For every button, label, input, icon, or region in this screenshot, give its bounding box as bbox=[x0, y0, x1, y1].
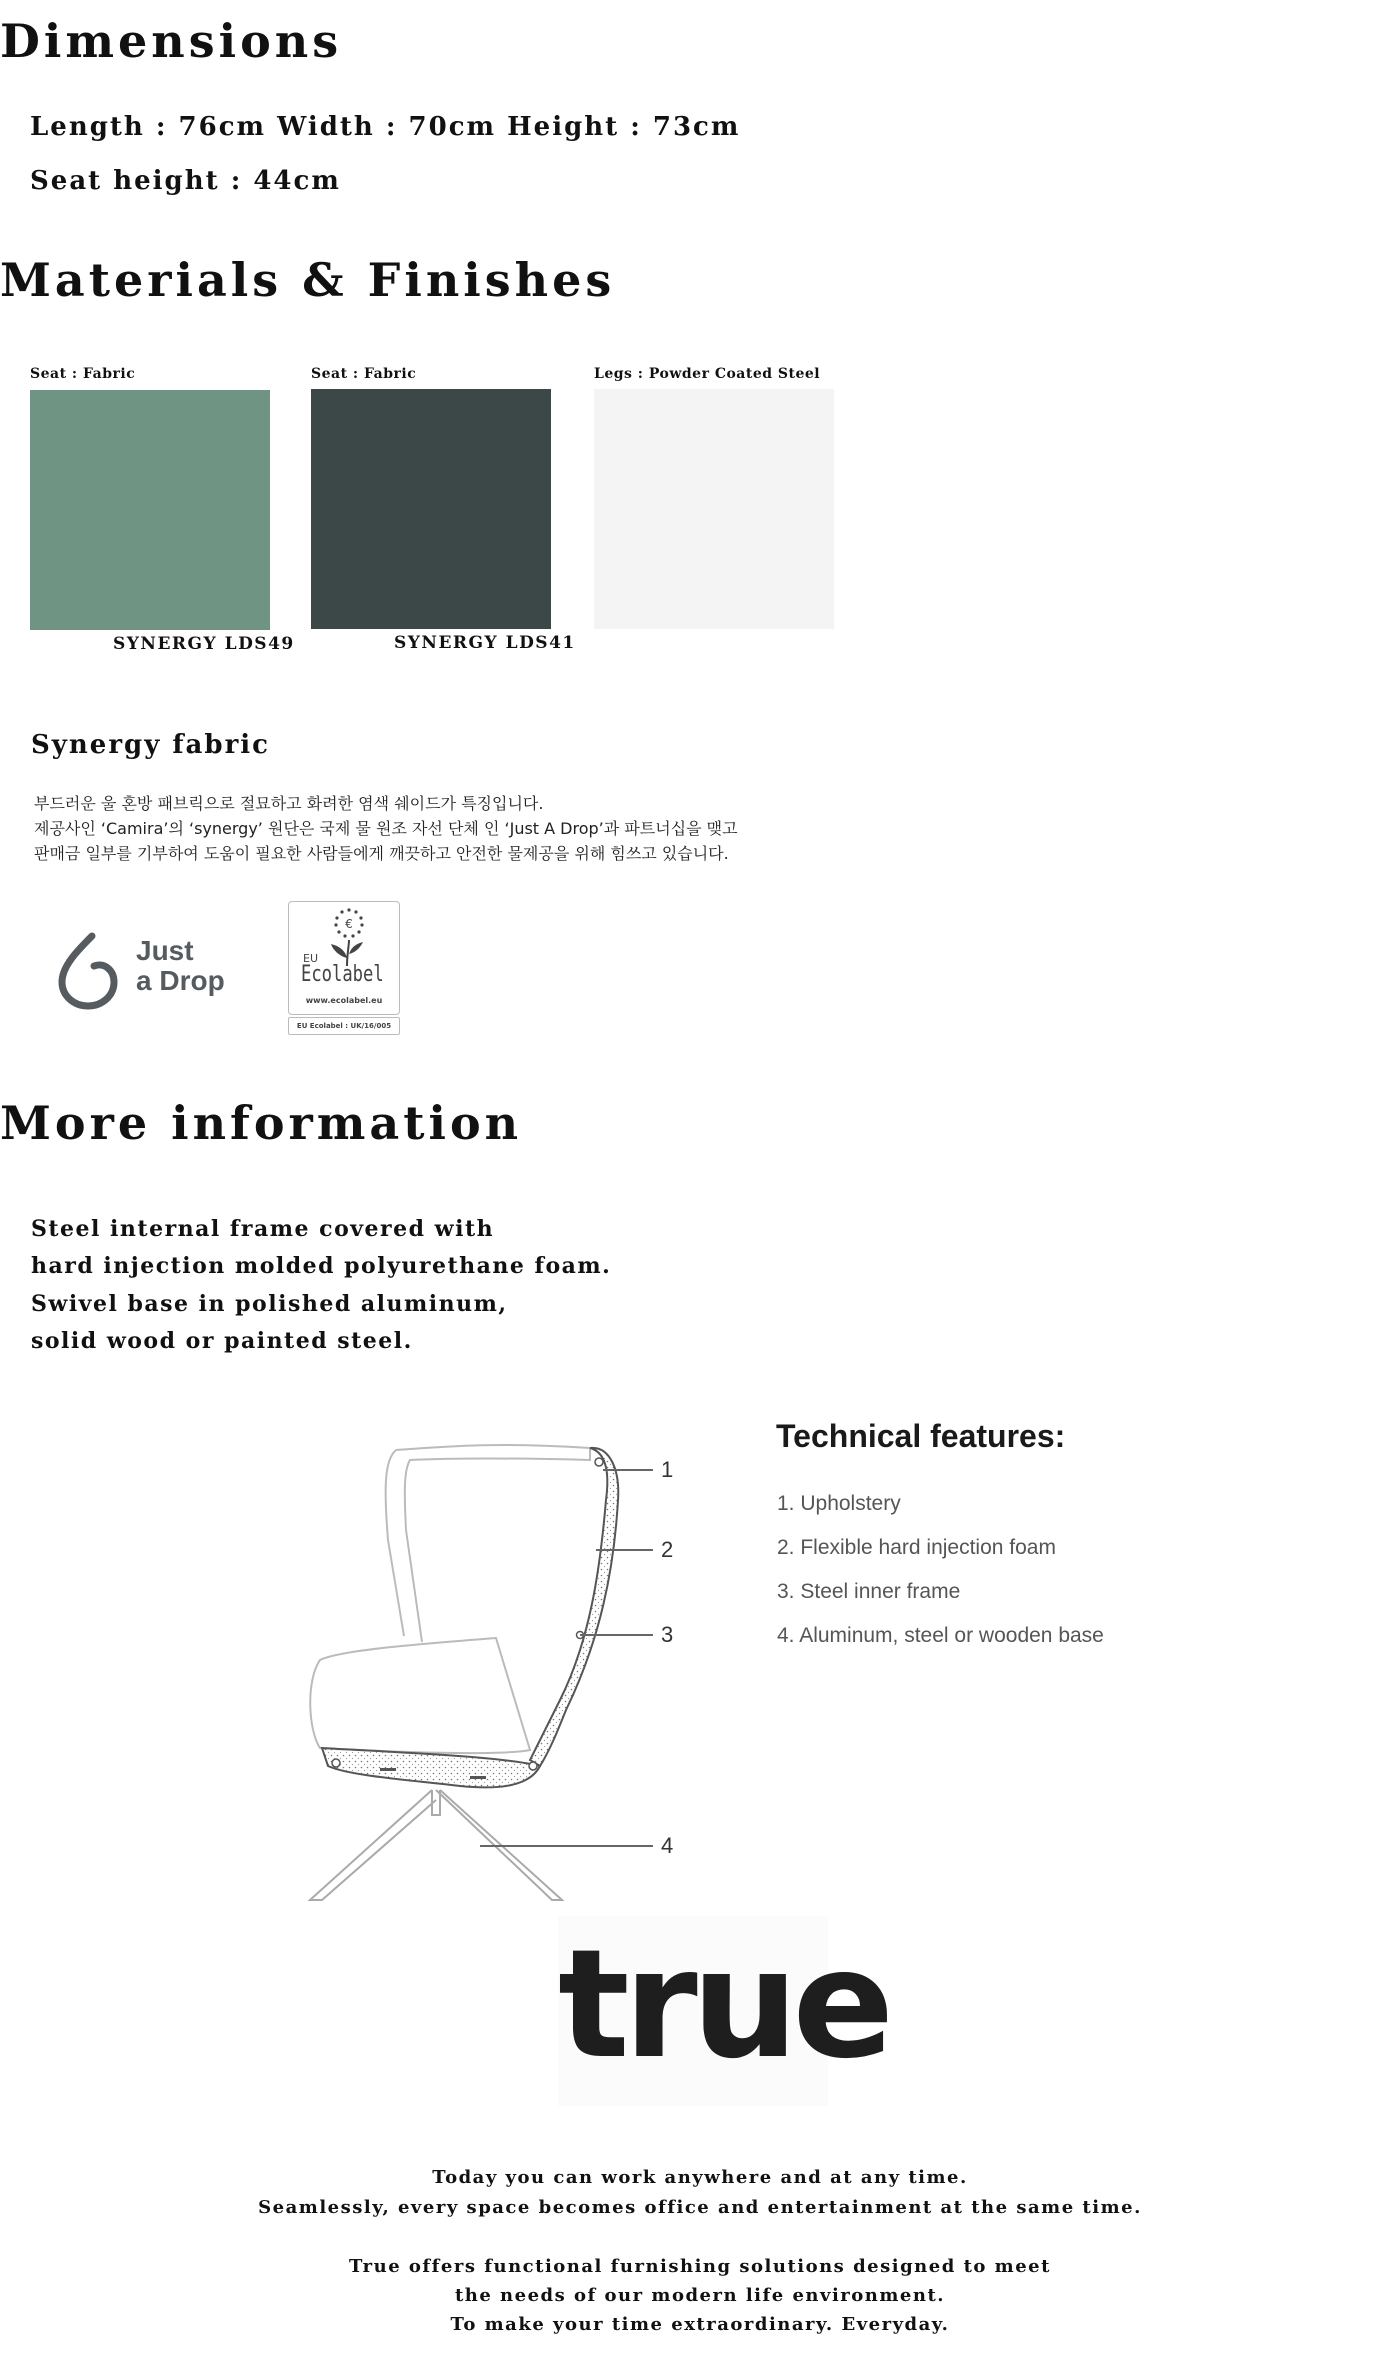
eu-ecolabel-logo bbox=[288, 901, 400, 1035]
tagline-line-3: True offers functional furnishing solutions designed to meet bbox=[349, 2256, 1051, 2277]
swatch-3-label: Legs : Powder Coated Steel bbox=[594, 366, 821, 382]
fabric-description-line-1: 부드러운 울 혼방 패브릭으로 절묘하고 화려한 염색 쉐이드가 특징입니다. bbox=[34, 794, 544, 813]
callout-2: 2 bbox=[661, 1537, 674, 1562]
swatch-synergy-lds49 bbox=[30, 390, 270, 630]
fabric-description-line-3: 판매금 일부를 기부하여 도움이 필요한 사람들에게 깨끗하고 안전한 물제공을 위해 힘쓰고 있습니다. bbox=[34, 844, 729, 863]
more-info-line-4: solid wood or painted steel. bbox=[31, 1328, 413, 1354]
more-information-heading: More information bbox=[0, 1096, 523, 1150]
ecolabel-code: EU Ecolabel : UK/16/005 bbox=[288, 1017, 400, 1035]
callout-3: 3 bbox=[661, 1622, 674, 1647]
swatch-2-label: Seat : Fabric bbox=[311, 366, 417, 382]
dimensions-size-line: Length : 76cm Width : 70cm Height : 73cm bbox=[30, 112, 741, 142]
fabric-description-line-2: 제공사인 ‘Camira’의 ‘synergy’ 원단은 국제 물 원조 자선 단체 인 ‘Just A Drop’과 파트너십을 맺고 bbox=[34, 819, 738, 838]
chair-cross-section-diagram bbox=[300, 1430, 700, 1910]
materials-heading: Materials & Finishes bbox=[0, 253, 616, 307]
svg-text:€: € bbox=[345, 917, 353, 931]
just-a-drop-line-1: Just bbox=[136, 935, 194, 966]
technical-item-1: 1. Upholstery bbox=[777, 1492, 901, 1515]
technical-item-4: 4. Aluminum, steel or wooden base bbox=[777, 1624, 1104, 1647]
swatch-powder-coated-steel bbox=[594, 389, 834, 629]
more-info-line-1: Steel internal frame covered with bbox=[31, 1216, 495, 1242]
ecolabel-word: Ecolabel bbox=[301, 962, 384, 987]
tagline-line-4: the needs of our modern life environment. bbox=[454, 2285, 946, 2306]
water-drop-icon bbox=[56, 930, 126, 1010]
technical-item-3: 3. Steel inner frame bbox=[777, 1580, 961, 1603]
technical-features-heading: Technical features: bbox=[776, 1418, 1066, 1454]
more-info-line-3: Swivel base in polished aluminum, bbox=[31, 1291, 508, 1317]
technical-item-2: 2. Flexible hard injection foam bbox=[777, 1536, 1056, 1559]
dimensions-heading: Dimensions bbox=[0, 14, 343, 68]
callout-1: 1 bbox=[661, 1457, 674, 1482]
ecolabel-eu-text: EU bbox=[303, 952, 319, 965]
dimensions-seat-height: Seat height : 44cm bbox=[30, 166, 341, 196]
more-info-line-2: hard injection molded polyurethane foam. bbox=[31, 1253, 612, 1279]
just-a-drop-logo bbox=[56, 930, 246, 1010]
tagline-line-5: To make your time extraordinary. Everyday. bbox=[450, 2314, 950, 2335]
ecolabel-frame bbox=[288, 901, 400, 1015]
ecolabel-url: www.ecolabel.eu bbox=[305, 996, 383, 1005]
swatch-2-name: SYNERGY LDS41 bbox=[394, 633, 576, 653]
tagline-line-2: Seamlessly, every space becomes office and entertainment at the same time. bbox=[258, 2197, 1142, 2218]
callout-4: 4 bbox=[661, 1833, 674, 1858]
swatch-1-label: Seat : Fabric bbox=[30, 366, 136, 382]
swatch-1-name: SYNERGY LDS49 bbox=[113, 634, 295, 654]
just-a-drop-line-2: a Drop bbox=[136, 965, 225, 996]
swatch-synergy-lds41 bbox=[311, 389, 551, 629]
true-brand-logo: true bbox=[558, 1918, 889, 2092]
true-brand-logo-panel bbox=[558, 1916, 889, 2106]
tagline-line-1: Today you can work anywhere and at any time. bbox=[432, 2167, 968, 2188]
synergy-fabric-heading: Synergy fabric bbox=[31, 730, 270, 760]
